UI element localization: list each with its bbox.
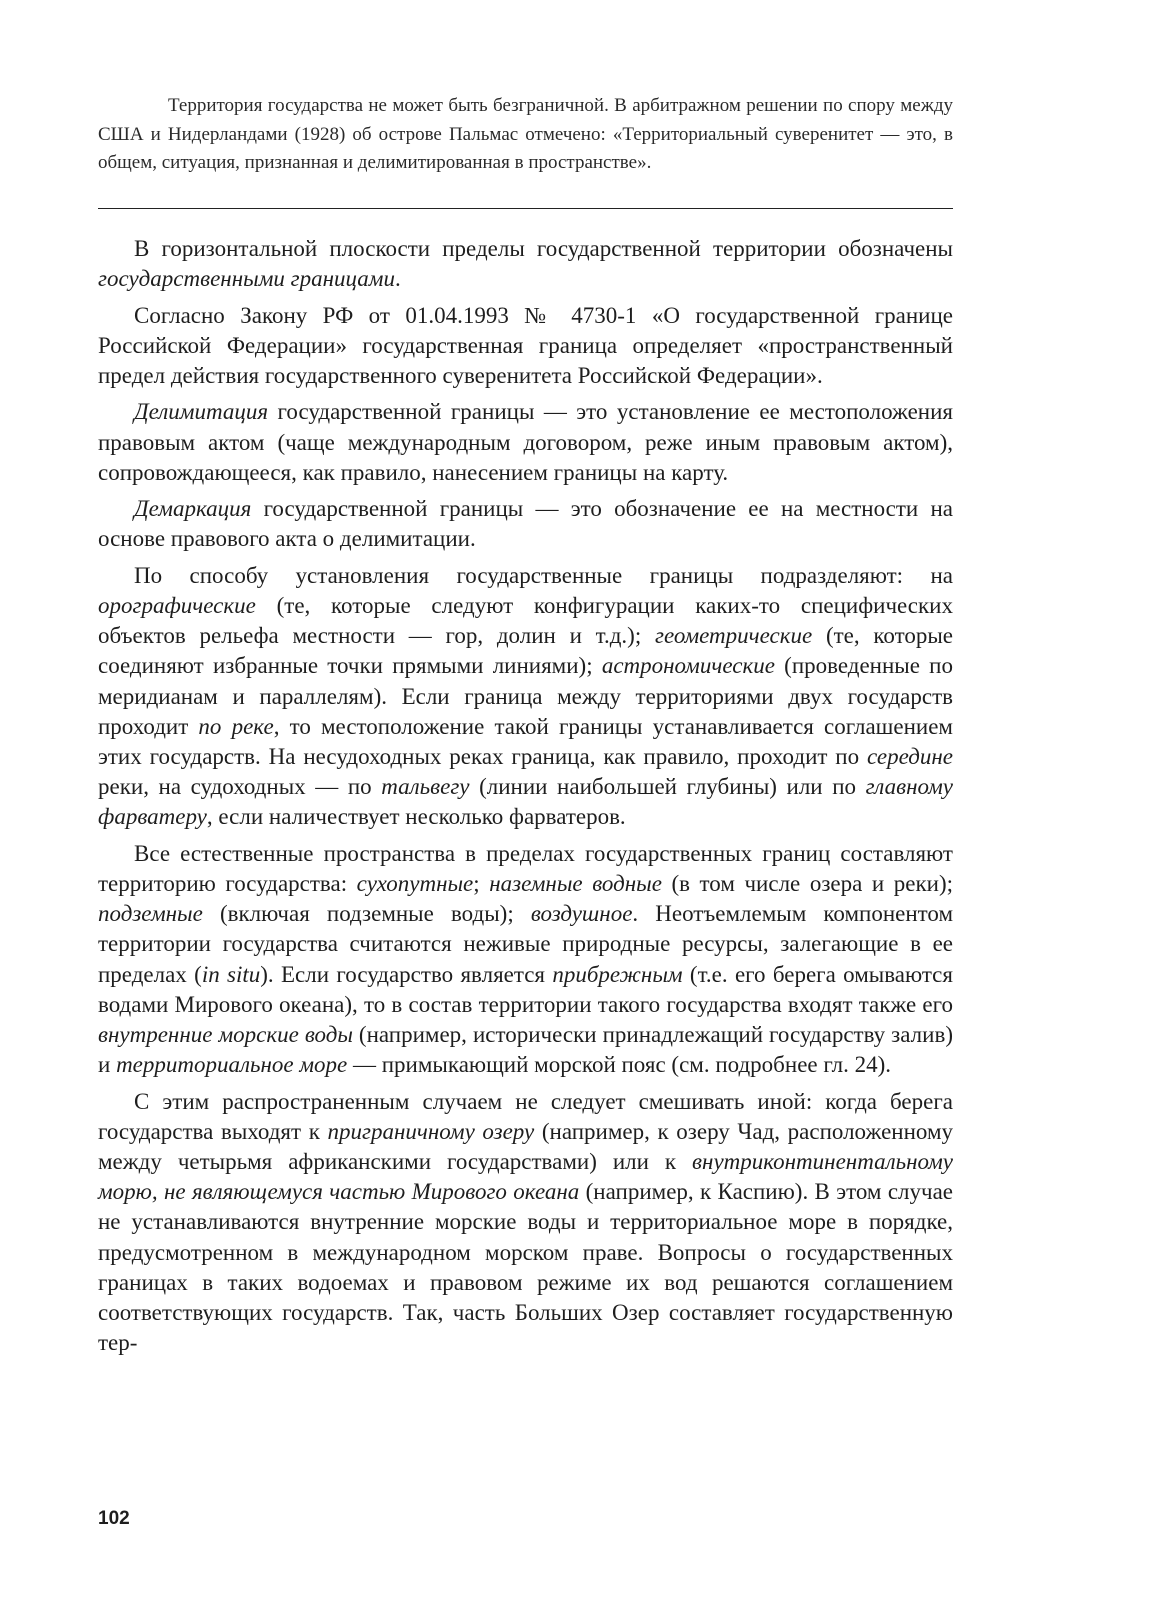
text-run: Все естественные пространства в пределах государственных границ составляют территорию государства: [98,840,953,896]
italic-term: по реке [198,713,274,739]
italic-term: государственными границами [98,266,395,292]
text-run: , то местоположение такой границы устанавливается соглашением этих государств. На несудоходных реках граница, как правило, проходит по [98,713,953,769]
italic-term: in situ [201,961,261,987]
italic-term: Делимитация [134,399,269,425]
paragraph [98,561,953,833]
note-divider [98,208,953,209]
text-run: (проведенные по меридианам и параллелям). Если граница между территориями двух государств проходит [98,653,953,739]
italic-term: сухопутные [356,871,474,896]
italic-term: территориальное море [116,1052,348,1078]
text-run: ; [473,871,490,896]
italic-term: орографические [98,592,256,618]
text-run: (например, к озеру Чад, расположенному между четырьмя африканскими государствами) или к [98,1118,954,1175]
italic-term: тальвегу [381,774,470,800]
paragraph [98,1087,953,1359]
text-run: ). Если государство является [260,961,553,987]
text-run: (например, исторически принадлежащий государству залив) и [98,1022,953,1078]
text-run: Согласно Закону РФ от 01.04.1993 № 4730-1 «О государственной границе Российской Федерации» государственная граница определяет «пространственный предел действия государственного суверенитета Российской Федерации». [98,302,953,388]
text-run: По способу установления государственные границы подразделяют: на [134,562,953,588]
text-run: (те, которые соединяют избранные точки прямыми линиями); [98,623,953,679]
main-text [98,234,953,1365]
paragraph [98,234,953,294]
italic-term: внутриконтинентальному морю, не являющемуся частью Мирового океана [98,1149,953,1205]
italic-term: воздушное [530,901,633,927]
text-run: С этим распространенным случаем не следует смешивать иной: когда берега государства выходят к [98,1088,953,1144]
paragraph [98,397,953,488]
italic-term: Демаркация [134,496,252,522]
text-run: (включая подземные воды); [202,901,531,927]
text-run: (те, которые следуют конфигурации каких-то специфических объектов рельефа местности — гор, долин и т.д.); [98,592,953,649]
text-run: (линии наибольшей глубины) или по [469,774,866,800]
text-run: , если наличествует несколько фарватеров. [206,804,626,830]
text-run: государственной границы — это обозначение ее на местности на основе правового акта о делимитации. [98,496,953,552]
italic-term: приграничному озеру [327,1118,535,1144]
italic-term: внутренние морские воды [98,1022,353,1048]
text-run: (т.е. его берега омываются водами Мирового океана), то в состав территории такого государства входят также его [98,961,953,1017]
text-run: — примыкающий морской пояс (см. подробнее гл. 24). [347,1052,892,1078]
italic-term: наземные водные [489,871,662,896]
boxed-note: Территория государства не может быть безграничной. В арбитражном решении по спору между США и Нидерландами (1928) об острове Пальмас отмечено: «Территориальный суверенитет — это, в общем, ситуация, признанная и делимитированная в пространстве». [98,95,953,173]
paragraph [98,301,953,392]
text-run: (в том числе озера и реки); [661,871,953,896]
text-run: (например, к Каспию). В этом случае не устанавливаются внутренние морские воды и территориальное море в порядке, предусмотренном в международном морском праве. Вопросы о государственных границах в таких водоемах и правовом режиме их вод решаются соглашением соответствующих государств. Так, часть Больших Озер составляет государственную тер- [98,1179,953,1356]
italic-term: главному фарватеру [98,774,953,830]
paragraph [98,494,953,554]
italic-term: геометрические [654,623,813,649]
text-run: В горизонтальной плоскости пределы государственной территории обозначены [134,236,953,261]
text-run: . Неотъемлемым компонентом территории государства считаются неживые природные ресурсы, залегающие в ее пределах ( [98,901,954,987]
text-run: реки, на судоходных — по [98,774,382,800]
text-run: государственной границы — это установление ее местоположения правовым актом (чаще международным договором, реже иным правовым актом), сопровождающееся, как правило, нанесением границы на карту. [98,399,953,485]
page-number: 102 [98,1508,130,1529]
paragraph [98,839,953,1081]
text-run: . [394,266,401,292]
italic-term: подземные [98,901,203,927]
italic-term: астрономические [601,653,775,679]
italic-term: прибрежным [552,961,683,987]
italic-term: середине [866,744,953,769]
